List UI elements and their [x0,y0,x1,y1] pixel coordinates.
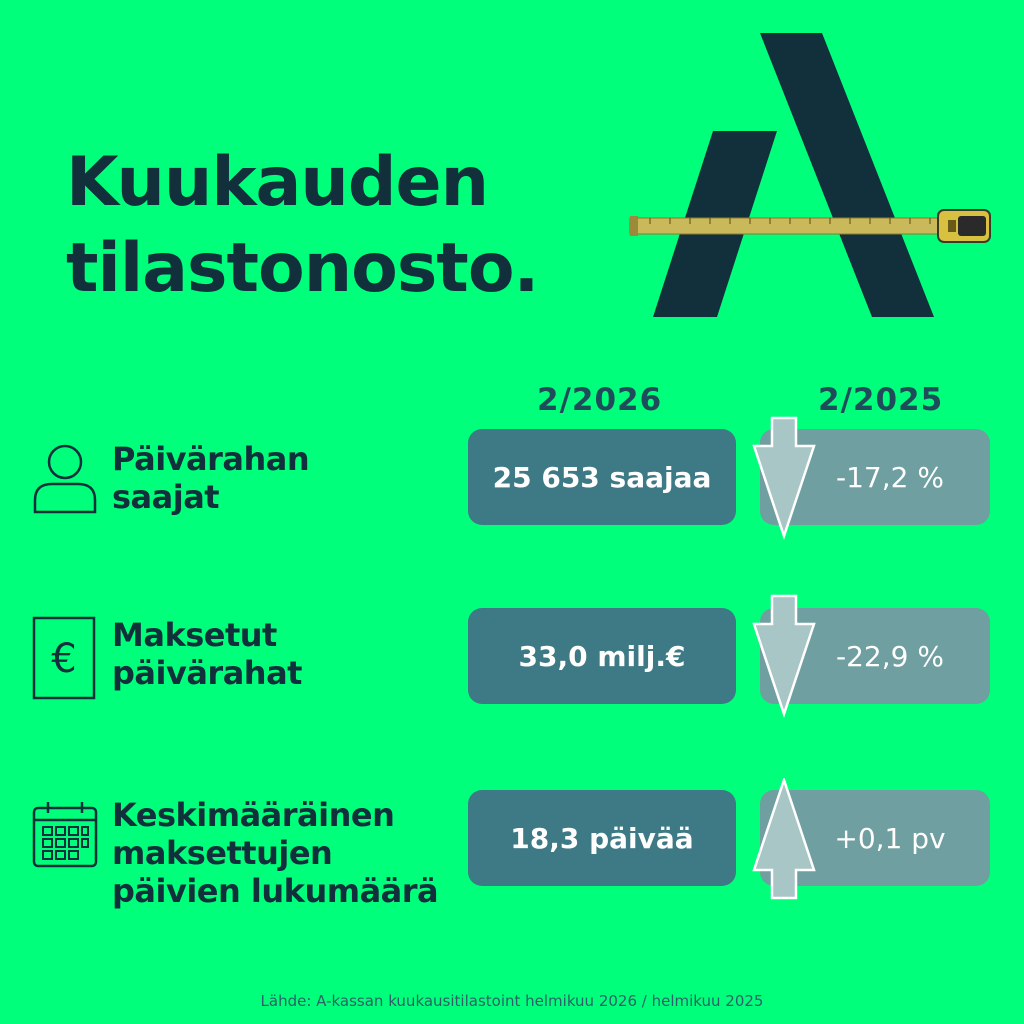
row-label [112,440,309,516]
row-label-line-2: saajat [112,478,220,516]
person-icon [32,442,98,514]
page-title [66,140,538,312]
change-value: -22,9 % [760,608,990,704]
change-value: -17,2 % [760,429,990,525]
row-label-line-1: Maksetut [112,616,277,654]
source-note: Lähde: A-kassan kuukausitilastoint helmikuu 2026 / helmikuu 2025 [260,992,764,1010]
row-label-line-3: päivien lukumäärä [112,872,439,910]
euro-icon [32,616,96,700]
row-label-line-2: maksettujen [112,834,333,872]
row-label [112,796,438,910]
current-value: 18,3 päivää [468,790,736,886]
change-value: +0,1 pv [760,790,990,886]
a-logo-with-tape-measure [620,30,1000,330]
down-arrow-icon [752,416,816,540]
svg-text:€: € [51,636,77,682]
row-label-line-1: Päivärahan [112,440,310,478]
down-arrow-icon [752,594,816,718]
title-line-2: tilastonosto. [66,229,539,308]
current-value: 25 653 saajaa [468,429,736,525]
column-header-previous: 2/2025 [818,382,944,418]
current-value: 33,0 milj.€ [468,608,736,704]
row-label-line-1: Keskimääräinen [112,796,395,834]
row-label [112,616,302,692]
calendar-icon [32,800,98,868]
title-line-1: Kuukauden [66,143,489,222]
row-label-line-2: päivärahat [112,654,302,692]
up-arrow-icon [752,778,816,902]
column-header-current: 2/2026 [537,382,663,418]
